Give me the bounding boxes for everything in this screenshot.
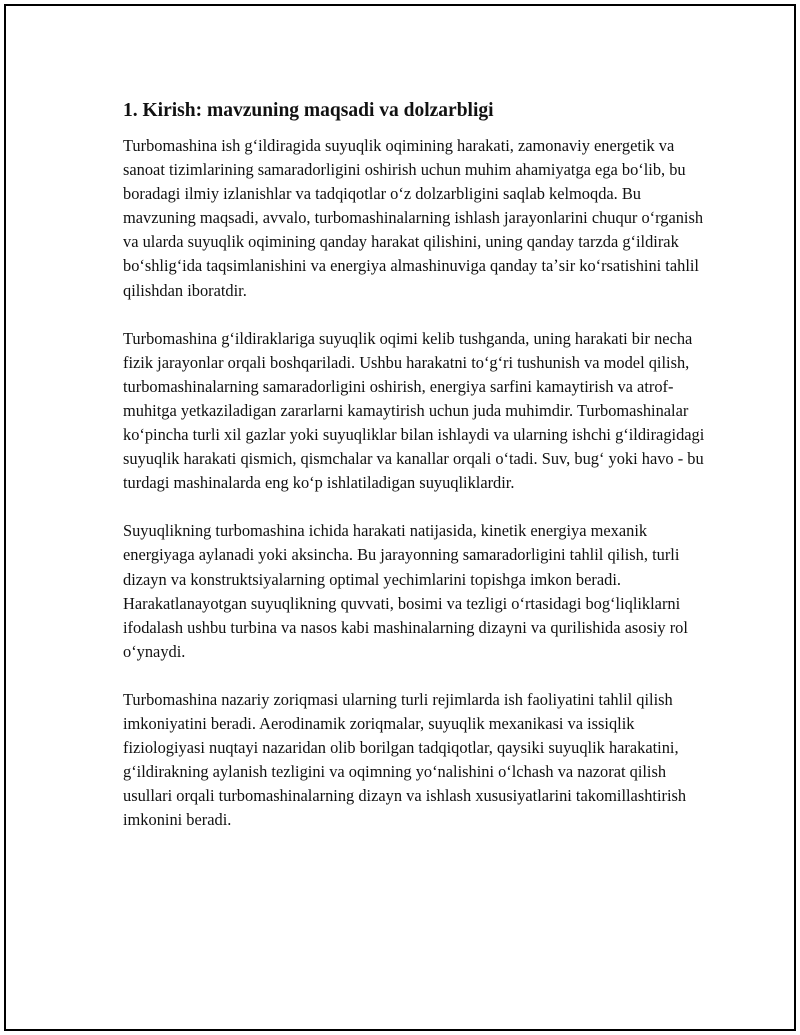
paragraph-3: Suyuqlikning turbomashina ichida harakati natijasida, kinetik energiya mexanik energiyaga aylanadi yoki aksincha. Bu jarayonning samaradorligini tahlil qilish, turli dizayn va konstruktsiyalarning optimal yechimlarini topishga imkon beradi. Harakatlanayotgan suyuqlikning quvvati, bosimi va tezligi oʻrtasidagi bogʻliqliklarni ifodalash ushbu turbina va nasos kabi mashinalarning dizayni va qurilishida asosiy rol oʻynaydi. bbox=[123, 521, 688, 661]
paragraph-1: Turbomashina ish gʻildiragida suyuqlik oqimining harakati, zamonaviy energetik va sanoat tizimlarining samaradorligini oshirish uchun muhim ahamiyatga ega boʻlib, bu boradagi ilmiy izlanishlar va tadqiqotlar oʻz dolzarbligini saqlab kelmoqda. Bu mavzuning maqsadi, avvalo, turbomashinalarning ishlash jarayonlarini chuqur oʻrganish va ularda suyuqlik oqimining qanday harakat qilishini, uning qanday tarzda gʻildirak boʻshligʻida taqsimlanishini va energiya almashinuviga qanday taʼsir koʻrsatishini tahlil qilishdan iboratdir. bbox=[123, 136, 704, 300]
page-border bbox=[4, 4, 796, 1031]
paragraph-2: Turbomashina gʻildiraklariga suyuqlik oqimi kelib tushganda, uning harakati bir necha fizik jarayonlar orqali boshqariladi. Ushbu harakatni toʻgʻri tushunish va model qilish, turbomashinalarning samaradorligini oshirish, energiya sarfini kamaytirish va atrof-muhitga yetkaziladigan zararlarni kamaytirish uchun juda muhimdir. Turbomashinalar koʻpincha turli xil gazlar yoki suyuqliklar bilan ishlaydi va ularning ishchi gʻildiragidagi suyuqlik harakati qismich, qismchalar va kanallar orqali oʻtadi. Suv, bugʻ yoki havo - bu turdagi mashinalarda eng koʻp ishlatiladigan suyuqliklardir. bbox=[123, 328, 705, 493]
section-heading: 1. Kirish: mavzuning maqsadi va dolzarbligi bbox=[123, 100, 494, 121]
document-body bbox=[123, 98, 708, 856]
paragraph-4: Turbomashina nazariy zoriqmasi ularning turli rejimlarda ish faoliyatini tahlil qilish imkoniyatini beradi. Aerodinamik zoriqmalar, suyuqlik mexanikasi va issiqlik fiziologiyasi nuqtayi nazaridan olib borilgan tadqiqotlar, qaysiki suyuqlik harakatini, gʻildirakning aylanish tezligini va oqimning yoʻnalishini oʻlchash va nazorat qilish usullari orqali turbomashinalarning dizayn va ishlash xususiyatlarini takomillashtirish imkonini beradi. bbox=[123, 689, 687, 830]
